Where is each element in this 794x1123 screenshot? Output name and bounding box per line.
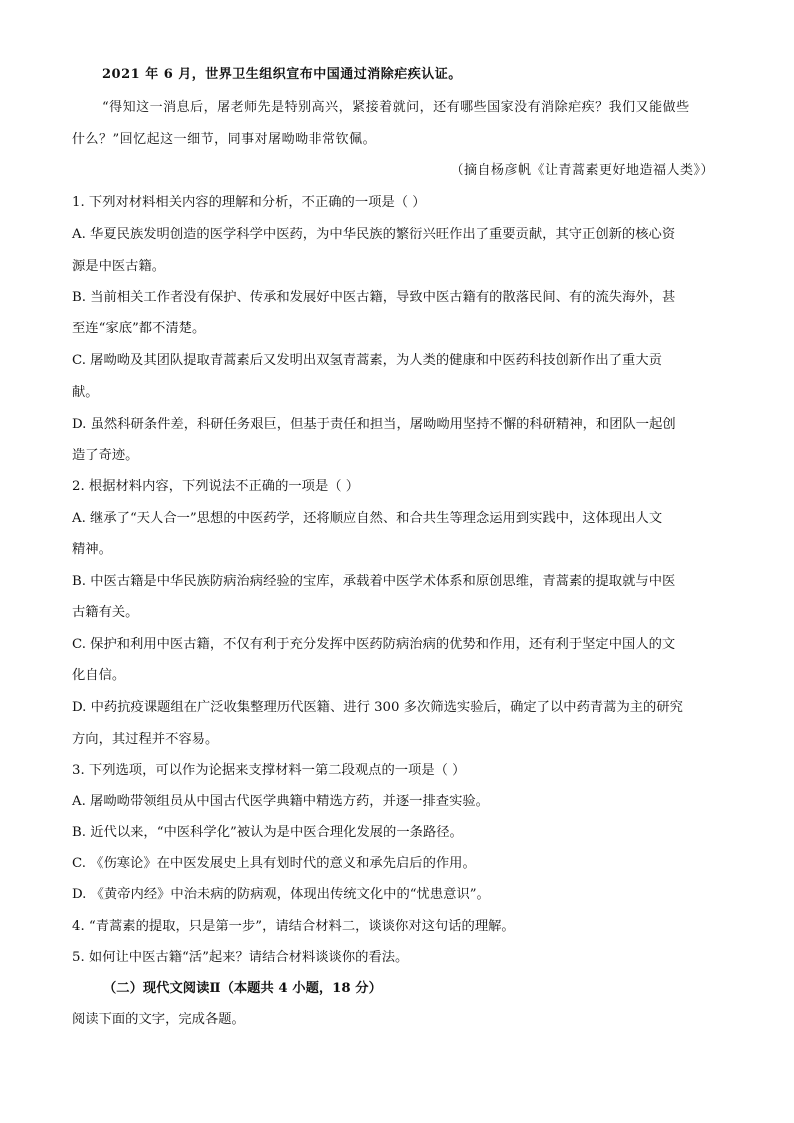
section-instruction: 阅读下面的文字，完成各题。 bbox=[72, 1012, 245, 1027]
question-1-option-b: B. 当前相关工作者没有保护、传承和发展好中医古籍，导致中医古籍有的散落民间、有的流失海外，甚 bbox=[72, 290, 676, 305]
passage-source: （摘自杨彦帆《让青蒿素更好地造福人类》） bbox=[450, 163, 714, 178]
question-2-option-d-cont: 方向，其过程并不容易。 bbox=[72, 732, 219, 747]
question-2-option-d: D. 中药抗疫课题组在广泛收集整理历代医籍、进行 300 多次筛选实验后，确定了以中药青蒿为主的研究 bbox=[72, 700, 683, 715]
question-1-stem: 1. 下列对材料相关内容的理解和分析，不正确的一项是（ ） bbox=[72, 195, 426, 210]
question-3-option-a: A. 屠呦呦带领组员从中国古代医学典籍中精选方药，并逐一排查实验。 bbox=[72, 794, 489, 809]
question-2-option-b: B. 中医古籍是中华民族防病治病经验的宝库，承载着中医学术体系和原创思维，青蒿素的提取就与中医 bbox=[72, 574, 676, 589]
question-1-option-d-cont: 造了奇迹。 bbox=[72, 448, 139, 463]
question-1-option-a: A. 华夏民族发明创造的医学科学中医药，为中华民族的繁衍兴旺作出了重要贡献，其守正创新的核心资 bbox=[72, 227, 676, 242]
section-heading: （二）现代文阅读Ⅱ（本题共 4 小题，18 分） bbox=[103, 981, 382, 996]
passage-line-1: 2021 年 6 月，世界卫生组织宣布中国通过消除疟疾认证。 bbox=[102, 67, 462, 82]
question-3-option-c: C. 《伤寒论》在中医发展史上具有划时代的意义和承先启后的作用。 bbox=[72, 856, 476, 871]
question-3-option-d: D. 《黄帝内经》中治未病的防病观，体现出传统文化中的“忧患意识”。 bbox=[72, 887, 490, 902]
question-3-option-b: B. 近代以来，“中医科学化”被认为是中医合理化发展的一条路径。 bbox=[72, 825, 463, 840]
question-3-stem: 3. 下列选项，可以作为论据来支撑材料一第二段观点的一项是（ ） bbox=[72, 763, 466, 778]
question-2-option-c: C. 保护和利用中医古籍，不仅有利于充分发挥中医药防病治病的优势和作用，还有利于坚定中国人的文 bbox=[72, 637, 676, 652]
question-2-option-c-cont: 化自信。 bbox=[72, 668, 126, 683]
question-1-option-d: D. 虽然科研条件差，科研任务艰巨，但基于责任和担当，屠呦呦用坚持不懈的科研精神，和团队一起创 bbox=[72, 417, 676, 432]
question-5: 5. 如何让中医古籍“活”起来？请结合材料谈谈你的看法。 bbox=[72, 950, 409, 965]
question-1-option-b-cont: 至连“家底”都不清楚。 bbox=[72, 321, 206, 336]
passage-line-2: “得知这一消息后，屠老师先是特别高兴，紧接着就问，还有哪些国家没有消除疟疾？我们又能做些 bbox=[102, 100, 690, 115]
question-4: 4. “青蒿素的提取，只是第一步”，请结合材料二，谈谈你对这句话的理解。 bbox=[72, 919, 515, 934]
question-2-stem: 2. 根据材料内容，下列说法不正确的一项是（ ） bbox=[72, 479, 360, 494]
question-1-option-c: C. 屠呦呦及其团队提取青蒿素后又发明出双氢青蒿素，为人类的健康和中医药科技创新作出了重大贡 bbox=[72, 353, 662, 368]
passage-line-3: 什么？”回忆起这一细节，同事对屠呦呦非常钦佩。 bbox=[72, 132, 377, 147]
question-1-option-c-cont: 献。 bbox=[72, 385, 99, 400]
question-2-option-a-cont: 精神。 bbox=[72, 542, 112, 557]
question-1-option-a-cont: 源是中医古籍。 bbox=[72, 259, 166, 274]
question-2-option-a: A. 继承了“天人合一”思想的中医药学，还将顺应自然、和合共生等理念运用到实践中，这体现出人文 bbox=[72, 511, 663, 526]
question-2-option-b-cont: 古籍有关。 bbox=[72, 605, 139, 620]
